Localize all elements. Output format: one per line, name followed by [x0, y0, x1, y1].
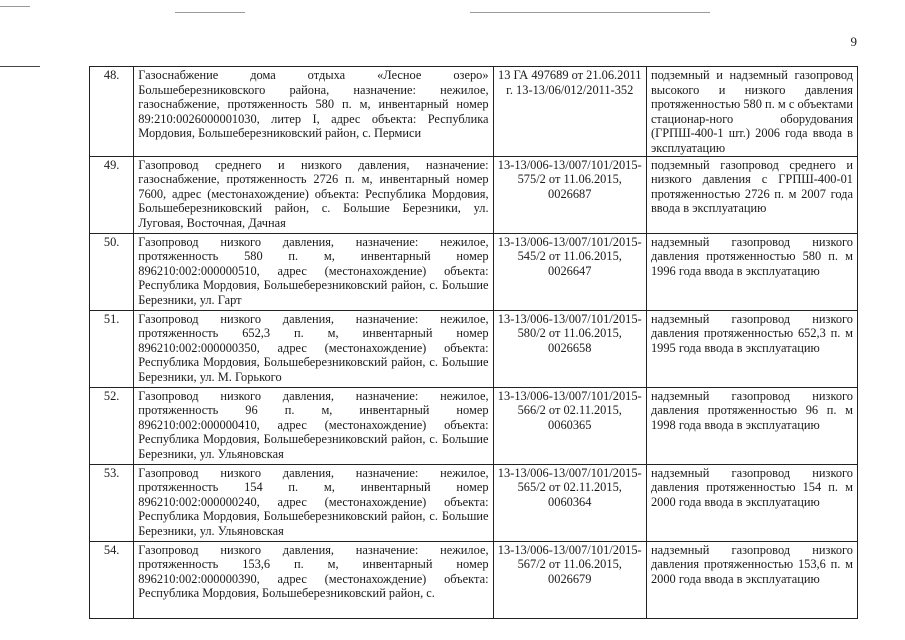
table-row [90, 67, 858, 157]
registration-record: 13-13/006-13/007/101/2015-580/2 от 11.06.2015, 0026658 [493, 310, 646, 387]
scan-artifact-line [470, 12, 710, 13]
object-description: Газопровод низкого давления, назначение: нежилое, протяженность 580 п. м, инвентарный номер 896210:002:000000510, адрес (местонахождение) объекта: Республика Мордовия, Большеберезниковский район, с. Большие Березники, ул. Гарт [134, 233, 493, 310]
registry-table-body [90, 67, 858, 619]
table-row [90, 310, 858, 387]
registration-record: 13-13/006-13/007/101/2015-575/2 от 11.06.2015, 0026687 [493, 156, 646, 233]
row-number: 48. [90, 67, 134, 157]
object-characteristics: надземный газопровод низкого давления протяженностью 154 п. м 2000 года ввода в эксплуатацию [646, 464, 857, 541]
object-description: Газопровод низкого давления, назначение: нежилое, протяженность 652,3 п. м, инвентарный номер 896210:002:000000350, адрес (местонахождение) объекта: Республика Мордовия, Большеберезниковский район, с. Большие Березники, ул. М. Горького [134, 310, 493, 387]
page-number: 9 [850, 34, 857, 49]
row-number: 50. [90, 233, 134, 310]
table-row [90, 156, 858, 233]
object-characteristics: надземный газопровод низкого давления протяженностью 652,3 п. м 1995 года ввода в эксплуатацию [646, 310, 857, 387]
registration-record: 13-13/006-13/007/101/2015-567/2 от 11.06.2015, 0026679 [493, 541, 646, 618]
object-characteristics: подземный газопровод среднего и низкого давления с ГРПШ-400-01 протяженностью 2726 п. м 2007 года ввода в эксплуатацию [646, 156, 857, 233]
object-characteristics: надземный газопровод низкого давления протяженностью 580 п. м 1996 года ввода в эксплуатацию [646, 233, 857, 310]
object-characteristics: надземный газопровод низкого давления протяженностью 96 п. м 1998 года ввода в эксплуатацию [646, 387, 857, 464]
row-number: 49. [90, 156, 134, 233]
row-number: 53. [90, 464, 134, 541]
object-description: Газопровод низкого давления, назначение: нежилое, протяженность 153,6 п. м, инвентарный номер 896210:002:000000390, адрес (местонахождение) объекта: Республика Мордовия, Большеберезниковский район, с. [134, 541, 493, 618]
registration-record: 13-13/006-13/007/101/2015-545/2 от 11.06.2015, 0026647 [493, 233, 646, 310]
object-description: Газопровод среднего и низкого давления, назначение: газоснабжение, протяженность 2726 п. м, инвентарный номер 7600, адрес (местонахождение) объекта: Республика Мордовия, Большеберезниковский район, с. Большие Березники, ул. Луговая, Восточная, Дачная [134, 156, 493, 233]
object-description: Газоснабжение дома отдыха «Лесное озеро» Большеберезниковского района, назначение: нежилое, газоснабжение, протяженность 580 п. м, инвентарный номер 89:210:0026000001030, литер I, адрес объекта: Республика Мордовия, Большеберезниковский район, с. Пермиси [134, 67, 493, 157]
table-row [90, 233, 858, 310]
object-characteristics: подземный и надземный газопровод высокого и низкого давления протяженностью 580 п. м с объектами стационар-ного оборудования (ГРПШ-400-1 шт.) 2006 года ввода в эксплуатацию [646, 67, 857, 157]
table-row [90, 387, 858, 464]
property-registry-table [89, 66, 858, 619]
scan-artifact-line [0, 66, 40, 67]
scan-artifact-line [175, 12, 245, 13]
registration-record: 13-13/006-13/007/101/2015-565/2 от 02.11.2015, 0060364 [493, 464, 646, 541]
object-characteristics: надземный газопровод низкого давления протяженностью 153,6 п. м 2000 года ввода в эксплуатацию [646, 541, 857, 618]
registration-record: 13 ГА 497689 от 21.06.2011 г. 13-13/06/012/2011-352 [493, 67, 646, 157]
object-description: Газопровод низкого давления, назначение: нежилое, протяженность 96 п. м, инвентарный номер 896210:002:000000410, адрес (местонахождение) объекта: Республика Мордовия, Большеберезниковский район, с. Большие Березники, ул. Ульяновская [134, 387, 493, 464]
table-row [90, 464, 858, 541]
registration-record: 13-13/006-13/007/101/2015-566/2 от 02.11.2015, 0060365 [493, 387, 646, 464]
row-number: 51. [90, 310, 134, 387]
scan-artifact-line [0, 6, 30, 7]
row-number: 52. [90, 387, 134, 464]
object-description: Газопровод низкого давления, назначение: нежилое, протяженность 154 п. м, инвентарный номер 896210:002:000000240, адрес (местонахождение) объекта: Республика Мордовия, Большеберезниковский район, с. Большие Березники, ул. Ульяновская [134, 464, 493, 541]
row-number: 54. [90, 541, 134, 618]
table-row [90, 541, 858, 618]
